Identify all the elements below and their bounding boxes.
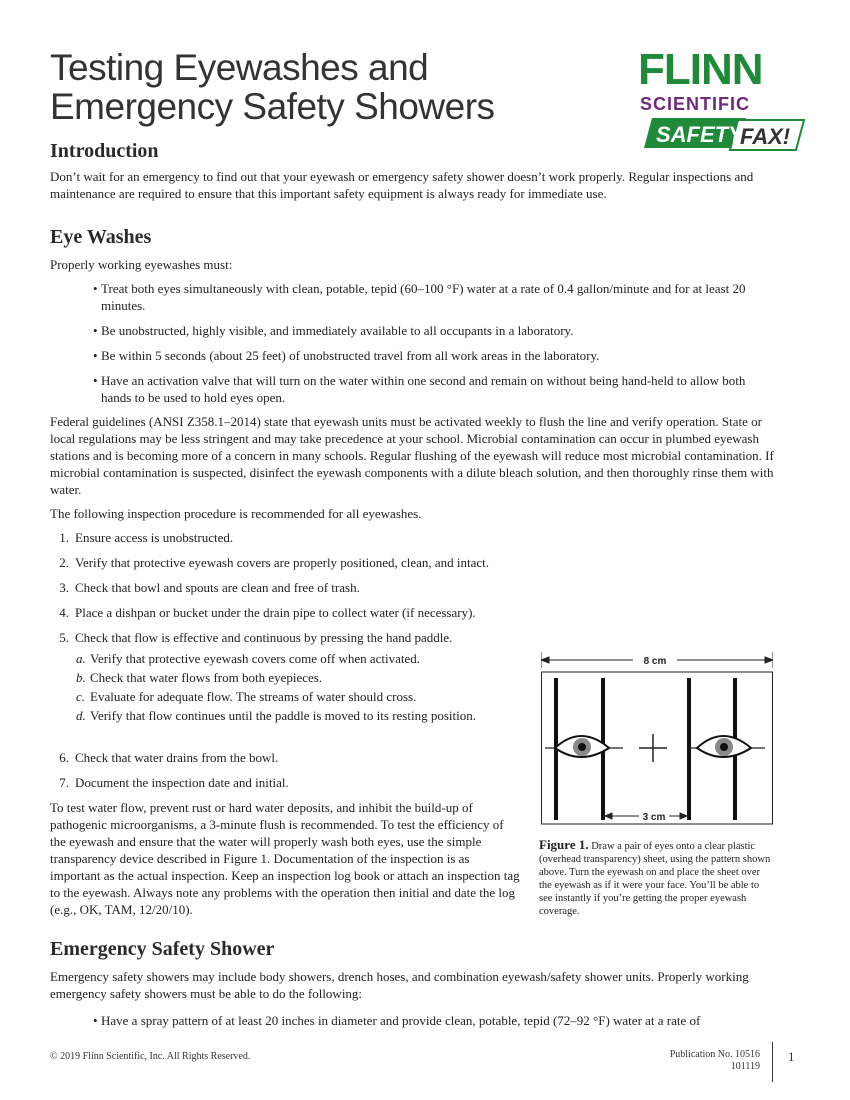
- footer-divider: [772, 1042, 773, 1082]
- step-text: Place a dishpan or bucket under the drain pipe to collect water (if necessary).: [75, 605, 476, 620]
- substep-item: [76, 688, 520, 705]
- logo-scientific: SCIENTIFIC: [640, 94, 751, 114]
- figure-1-caption: [539, 838, 775, 918]
- figure-label: Figure 1.: [539, 837, 589, 852]
- title-line-1: Testing Eyewashes and: [50, 47, 429, 88]
- step-item: [59, 629, 525, 646]
- substep-text: Evaluate for adequate flow. The streams of water should cross.: [90, 689, 417, 704]
- step-number: 5.: [59, 630, 69, 645]
- shower-bullet: • Have a spray pattern of at least 20 inches in diameter and provide clean, potable, tepid (72–92 °F) water at a rate of: [101, 1012, 766, 1029]
- top-dimension-label: 8 cm: [643, 656, 667, 667]
- shower-heading: Emergency Safety Shower: [50, 938, 275, 960]
- eyewashes-lead: Properly working eyewashes must:: [50, 257, 233, 272]
- intro-heading: Introduction: [50, 140, 159, 162]
- procedure-lead: The following inspection procedure is recommended for all eyewashes.: [50, 506, 422, 521]
- step-text: Ensure access is unobstructed.: [75, 530, 234, 545]
- step-text: Check that water drains from the bowl.: [75, 750, 279, 765]
- logo-fax: FAX!: [740, 124, 791, 149]
- title-line-2: Emergency Safety Showers: [50, 86, 495, 127]
- step-number: 3.: [59, 580, 69, 595]
- eyewash-bullet: • Be unobstructed, highly visible, and immediately available to all occupants in a laboratory.: [101, 322, 766, 339]
- step-number: 2.: [59, 555, 69, 570]
- publication-number: Publication No. 10516: [669, 1049, 760, 1060]
- intro-body: Don’t wait for an emergency to find out that your eyewash or emergency safety shower doesn’t work properly. Regular inspections and maintenance are required to ensure that this important safety equipment is always ready for immediate use.: [50, 169, 754, 201]
- flinn-safety-fax-logo: [634, 46, 806, 158]
- eyewash-bullet: • Have an activation valve that will turn on the water within one second and remain on without being hand-held to allow both hands to be used to hold eyes open.: [101, 372, 766, 406]
- figure-1-eye-pattern: [541, 652, 773, 826]
- eyewashes-heading: Eye Washes: [50, 226, 152, 248]
- eyewash-bullet: • Be within 5 seconds (about 25 feet) of unobstructed travel from all work areas in the laboratory.: [101, 347, 766, 364]
- step-number: 7.: [59, 775, 69, 790]
- substep-item: [76, 650, 510, 667]
- substep-text: Check that water flows from both eyepieces.: [90, 670, 323, 685]
- step-text: Verify that protective eyewash covers are properly positioned, clean, and intact.: [75, 555, 490, 570]
- step-item: [59, 529, 525, 546]
- logo-flinn: FLINN: [638, 46, 763, 94]
- substep-letter: b.: [76, 670, 86, 685]
- substep-item: [76, 669, 510, 686]
- step-item: [59, 749, 525, 766]
- water-flow-test-paragraph: To test water flow, prevent rust or hard water deposits, and inhibit the build-up of pathogenic microorganisms, a 3-minute flush is recommended. To test the efficiency of the eyewash and ensure that the water will properly wash both eyes, use the simple transparency device described in Figure 1. Documentation of the inspection is as important as the actual inspection. Keep an inspection log book or attach an inspection tag to the eyewash. Always note any problems with the operation then initial and date the log (e.g., OK, TAM, 12/20/10).: [50, 800, 520, 917]
- page-title: [50, 48, 495, 126]
- step-text: Check that flow is effective and continuous by pressing the hand paddle.: [75, 630, 453, 645]
- dim-arrow-left: [541, 657, 549, 663]
- bottom-dimension-label: 3 cm: [642, 812, 666, 823]
- step-number: 6.: [59, 750, 69, 765]
- step-number: 4.: [59, 605, 69, 620]
- step-number: 1.: [59, 530, 69, 545]
- step-item: [59, 554, 535, 571]
- page-number: 1: [788, 1049, 795, 1064]
- publication-date: 101119: [730, 1061, 760, 1072]
- footer-copyright: © 2019 Flinn Scientific, Inc. All Rights Reserved.: [50, 1051, 251, 1062]
- step-item: [59, 604, 535, 621]
- step-text: Check that bowl and spouts are clean and free of trash.: [75, 580, 360, 595]
- footer-publication: [610, 1049, 760, 1073]
- shower-body: Emergency safety showers may include body showers, drench hoses, and combination eyewash/safety shower units. Properly working emergency safety showers must be able to do the following:: [50, 969, 749, 1001]
- federal-guidelines-paragraph: Federal guidelines (ANSI Z358.1–2014) state that eyewash units must be activated weekly to flush the line and verify operation. State or local regulations may be less stringent and may take precedence at your school. Microbial contamination can occur in plumbed eyewash stations and is becoming more of a concern in many schools. Regular flushing of the eyewash will reduce most microbial contamination. If microbial contamination is suspected, disinfect the eyewash components with a dilute bleach solution, and then thoroughly rinse them with water.: [50, 414, 774, 497]
- step-text: Document the inspection date and initial.: [75, 775, 289, 790]
- substep-text: Verify that flow continues until the paddle is moved to its resting position.: [90, 708, 476, 723]
- figure-caption-text: Draw a pair of eyes onto a clear plastic (overhead transparency) sheet, using the pattern shown above. Turn the eyewash on and place the sheet over the eyewash as if it were your face. You’ll be able to see instantly if you’re getting the proper eyewash coverage.: [539, 841, 771, 917]
- substep-letter: d.: [76, 708, 86, 723]
- substep-letter: c.: [76, 689, 86, 704]
- step-item: [59, 579, 525, 596]
- logo-safety: SAFETY: [656, 122, 743, 147]
- eyewash-bullet: • Treat both eyes simultaneously with clean, potable, tepid (60–100 °F) water at a rate of 0.4 gallon/minute and for at least 20 minutes.: [101, 280, 766, 314]
- substep-text: Verify that protective eyewash covers come off when activated.: [90, 651, 421, 666]
- step-item: [59, 774, 525, 791]
- dim-arrow-right: [765, 657, 773, 663]
- substep-letter: a.: [76, 651, 86, 666]
- substep-item: [76, 707, 508, 724]
